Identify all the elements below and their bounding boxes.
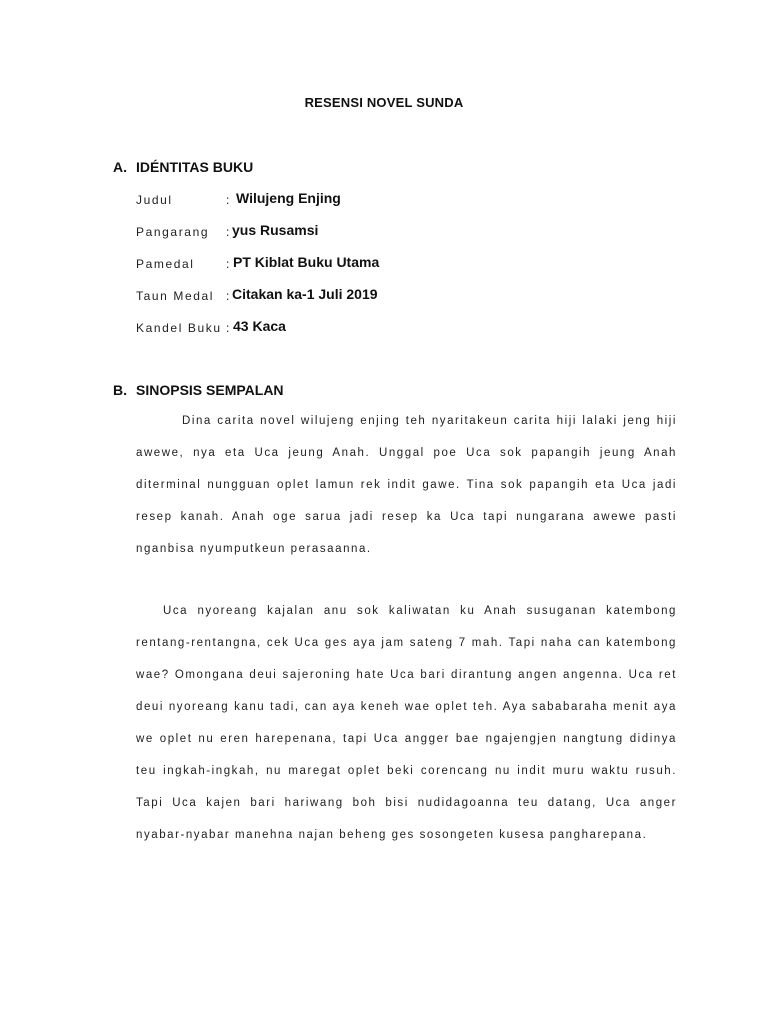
paragraph-line: wae? Omongana deui sajeroning hate Uca bari dirantung angen angenna. Uca ret [136,669,677,681]
section-b-title: SINOPSIS SEMPALAN [136,382,284,398]
paragraph-line: awewe, nya eta Uca jeung Anah. Unggal poe Uca sok papangih jeung Anah [136,447,677,459]
identity-value: Wilujeng Enjing [236,190,341,206]
identity-value: yus Rusamsi [232,222,319,238]
identity-label: Judul [136,193,173,207]
section-a-title: IDÉNTITAS BUKU [136,159,254,175]
paragraph-line: Dina carita novel wilujeng enjing teh nyaritakeun carita hiji lalaki jeng hiji [182,415,677,427]
paragraph-line: nyabar-nyabar manehna najan beheng ges sosongeten kusesa pangharepana. [136,829,648,841]
section-b-letter: B. [113,382,127,398]
paragraph-line: resep kanah. Anah oge sarua jadi resep ka Uca tapi nungarana awewe pasti [136,511,677,523]
identity-value: PT Kiblat Buku Utama [233,254,380,270]
paragraph-line: Uca nyoreang kajalan anu sok kaliwatan ku Anah susuganan katembong [163,605,677,617]
paragraph-line: deui nyoreang kanu tadi, can aya keneh wae oplet teh. Aya sababaraha menit aya [136,701,677,713]
paragraph-line: we oplet nu eren harepenana, tapi Uca angger bae ngajengjen nangtung didinya [136,733,677,745]
identity-label: Kandel Buku [136,321,222,335]
identity-row-pangarang [136,222,656,242]
identity-row-judul [136,190,656,210]
section-b-heading [113,382,284,398]
identity-colon: : [226,321,230,335]
paragraph-line: teu ingkah-ingkah, nu maregat oplet beki corencang nu indit muru waktu rusuh. [136,765,677,777]
paragraph-line: Tapi Uca kajen bari hariwang boh bisi nudidagoanna teu datang, Uca anger [136,797,677,809]
identity-row-pamedal [136,254,656,274]
identity-colon: : [226,289,230,303]
identity-label: Pamedal [136,257,195,271]
identity-colon: : [226,225,230,239]
identity-value: 43 Kaca [233,318,286,334]
paragraph-line: diterminal nungguan oplet lamun rek indit gawe. Tina sok papangih eta Uca jadi [136,479,677,491]
identity-label: Taun Medal [136,289,215,303]
identity-value: Citakan ka-1 Juli 2019 [232,286,378,302]
identity-colon: : [226,257,230,271]
paragraph-line: nganbisa nyumputkeun perasaanna. [136,543,372,555]
paragraph-line: rentang-rentangna, cek Uca ges aya jam sateng 7 mah. Tapi naha can katembong [136,637,677,649]
identity-label: Pangarang [136,225,210,239]
identity-row-kandel-buku [136,318,656,338]
section-a-letter: A. [113,159,127,175]
page-title: RESENSI NOVEL SUNDA [304,95,464,110]
section-a-heading [113,159,253,175]
identity-colon: : [226,193,230,207]
identity-row-taun-medal [136,286,656,306]
